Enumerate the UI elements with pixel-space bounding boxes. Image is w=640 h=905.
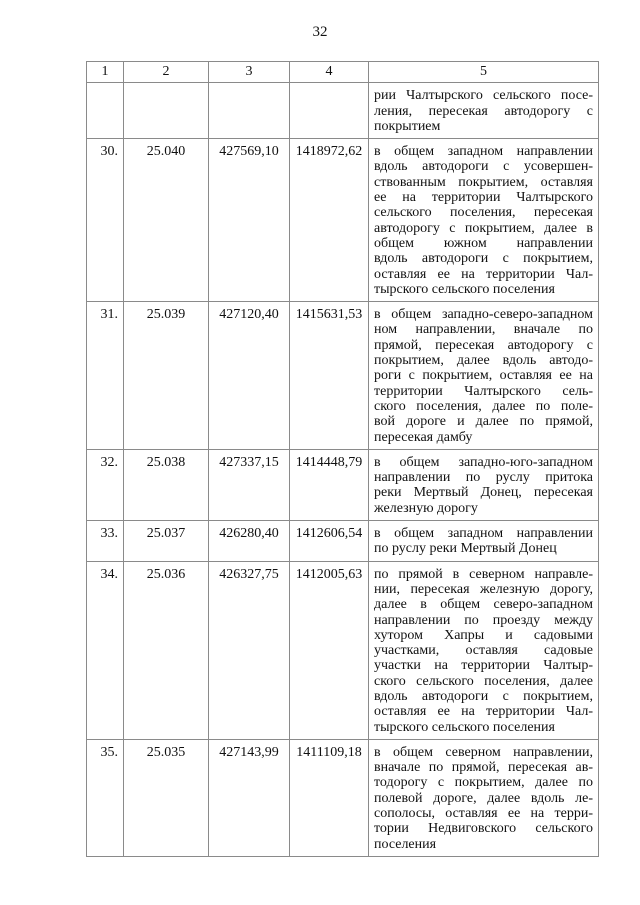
header-col-3: 3 [209,62,290,83]
description-line: сельского поселения, пересекая [374,205,593,221]
table-row [87,302,599,450]
point-number [124,83,209,139]
description-line: в общем западном направлении [374,526,593,542]
description-line: ского сельского поселения, далее [374,673,593,689]
description-line: в общем северном направлении, [374,744,593,760]
description-line: вой дороге и далее по прямой, [374,414,593,430]
boundary-description-table [86,61,599,857]
description-line: тории Недвиговского сельского [374,821,593,837]
description-line: направлении по руслу притока [374,470,593,486]
table-row [87,449,599,520]
description-line: тырского сельского поселения [374,719,555,735]
table-row [87,521,599,562]
description-line: общем южном направлении [374,235,593,251]
description-line: хутором Хапры и садовыми [374,627,593,643]
x-coordinate: 426327,75 [209,561,290,739]
point-number: 25.040 [124,139,209,302]
description-line: покрытием, далее вдоль автодо- [374,353,593,369]
y-coordinate: 1414448,79 [290,449,369,520]
description-line: оставляя ее на территории Чал- [374,266,593,282]
table-header-row [87,62,599,83]
x-coordinate: 427569,10 [209,139,290,302]
description-line: пересекая дамбу [374,429,473,445]
description-line: ном направлении, вначале по [374,322,593,338]
y-coordinate: 1415631,53 [290,302,369,450]
y-coordinate: 1412005,63 [290,561,369,739]
description-line: роги с покрытием, оставляя ее на [374,368,593,384]
description-line: вдоль автодороги с покрытием, [374,251,593,267]
point-number: 25.039 [124,302,209,450]
x-coordinate: 427143,99 [209,739,290,856]
row-number [87,83,124,139]
point-number: 25.037 [124,521,209,562]
x-coordinate: 427337,15 [209,449,290,520]
description-line: участки на территории Чалтыр- [374,658,593,674]
header-col-2: 2 [124,62,209,83]
description-line: тодорогу с покрытием, далее по [374,775,593,791]
boundary-description [369,449,599,520]
row-number: 30. [87,139,124,302]
description-line: в общем западном направлении [374,144,593,160]
x-coordinate: 426280,40 [209,521,290,562]
description-line: нии, пересекая железную дорогу, [374,581,593,597]
description-line: вдоль автодороги с покрытием, [374,688,593,704]
row-number: 31. [87,302,124,450]
description-line: рии Чалтырского сельского посе- [374,88,593,104]
table-row [87,739,599,856]
description-line: в общем западно-северо-западном [374,307,593,323]
description-line: железную дорогу [374,500,478,516]
table-row [87,139,599,302]
y-coordinate: 1411109,18 [290,739,369,856]
description-line: поселения [374,836,437,852]
description-line: в общем западно-юго-западном [374,454,593,470]
boundary-description [369,739,599,856]
point-number: 25.038 [124,449,209,520]
header-col-1: 1 [87,62,124,83]
description-line: тырского сельского поселения [374,281,555,297]
table-row [87,561,599,739]
description-line: полевой дороге, далее вдоль ле- [374,790,593,806]
description-line: далее в общем северо-западном [374,597,593,613]
table-row [87,83,599,139]
boundary-description [369,302,599,450]
boundary-description [369,561,599,739]
x-coordinate: 427120,40 [209,302,290,450]
description-line: направлении по проезду между [374,612,593,628]
description-line: ского поселения, далее по поле- [374,398,593,414]
description-line: ствованным покрытием, оставляя [374,174,593,190]
x-coordinate [209,83,290,139]
header-col-4: 4 [290,62,369,83]
description-line: реки Мертвый Донец, пересекая [374,485,593,501]
row-number: 33. [87,521,124,562]
boundary-description [369,139,599,302]
y-coordinate [290,83,369,139]
description-line: территории Чалтырского сель- [374,383,593,399]
page-number: 32 [312,24,328,40]
description-line: по прямой в северном направле- [374,566,593,582]
description-line: вдоль автодороги с усовершен- [374,159,593,175]
description-line: участками, оставляя садовые [374,643,593,659]
point-number: 25.036 [124,561,209,739]
description-line: ления, пересекая автодорогу с [374,103,593,119]
header-col-5: 5 [369,62,599,83]
y-coordinate: 1412606,54 [290,521,369,562]
y-coordinate: 1418972,62 [290,139,369,302]
row-number: 34. [87,561,124,739]
table-body [87,83,599,857]
description-line: по руслу реки Мертвый Донец [374,541,557,557]
row-number: 32. [87,449,124,520]
row-number: 35. [87,739,124,856]
description-line: покрытием [374,118,441,134]
boundary-description [369,521,599,562]
description-line: ее на территории Чалтырского [374,190,593,206]
point-number: 25.035 [124,739,209,856]
description-line: оставляя ее на территории Чал- [374,704,593,720]
description-line: прямой, пересекая автодорогу с [374,337,593,353]
boundary-description [369,83,599,139]
description-line: сополосы, оставляя ее на терри- [374,806,593,822]
description-line: автодорогу с покрытием, далее в [374,220,593,236]
description-line: вначале по прямой, пересекая ав- [374,760,593,776]
